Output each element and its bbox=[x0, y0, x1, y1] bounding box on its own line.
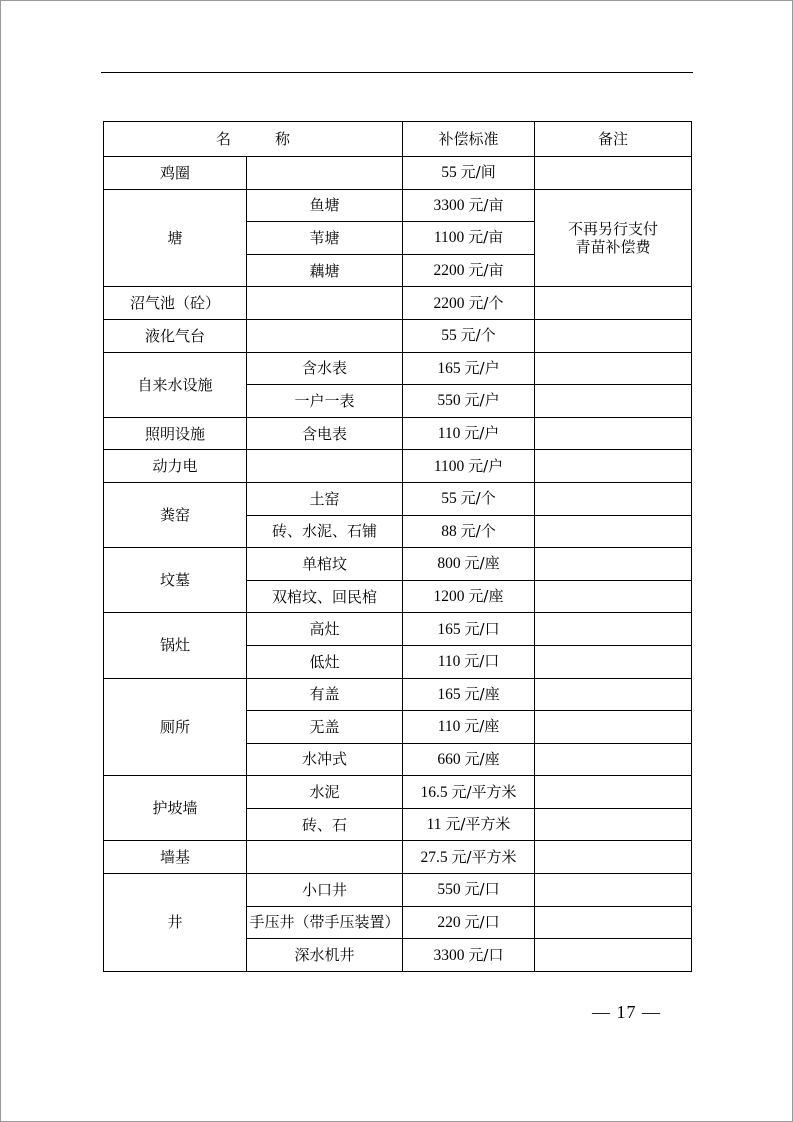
remark-cell bbox=[535, 808, 692, 841]
remark-cell bbox=[535, 352, 692, 385]
amount: 550 bbox=[437, 881, 461, 899]
remark-cell bbox=[535, 678, 692, 711]
table-row bbox=[104, 874, 692, 907]
unit: 元/平方米 bbox=[445, 815, 511, 834]
standard-cell bbox=[403, 939, 535, 972]
standard-cell bbox=[403, 222, 535, 255]
sub-item-cell bbox=[247, 319, 403, 352]
remark-cell bbox=[535, 417, 692, 450]
table-row bbox=[104, 319, 692, 352]
sub-item-cell bbox=[247, 841, 403, 874]
table-header-row bbox=[104, 122, 692, 157]
sub-item-cell bbox=[247, 450, 403, 483]
amount: 55 bbox=[441, 490, 457, 508]
category-cell: 粪窑 bbox=[104, 482, 247, 547]
category-cell: 动力电 bbox=[104, 450, 247, 483]
standard-cell bbox=[403, 319, 535, 352]
category-cell: 厕所 bbox=[104, 678, 247, 776]
unit: 元/个 bbox=[460, 326, 496, 345]
table-row bbox=[104, 678, 692, 711]
unit: 元/亩 bbox=[468, 261, 504, 280]
standard-cell bbox=[403, 515, 535, 548]
standard-cell bbox=[403, 580, 535, 613]
standard-cell bbox=[403, 678, 535, 711]
sub-item-cell: 水泥 bbox=[247, 776, 403, 809]
table-row bbox=[104, 157, 692, 190]
sub-item-cell: 手压井（带手压装置） bbox=[247, 906, 403, 939]
sub-item-cell: 含水表 bbox=[247, 352, 403, 385]
table-row bbox=[104, 613, 692, 646]
amount: 11 bbox=[426, 816, 442, 834]
sub-item-cell: 低灶 bbox=[247, 645, 403, 678]
sub-item-cell: 高灶 bbox=[247, 613, 403, 646]
sub-item-cell: 含电表 bbox=[247, 417, 403, 450]
sub-item-cell: 藕塘 bbox=[247, 254, 403, 287]
unit: 元/座 bbox=[464, 717, 500, 736]
unit: 元/亩 bbox=[468, 195, 504, 214]
standard-cell bbox=[403, 874, 535, 907]
table-row bbox=[104, 417, 692, 450]
standard-cell bbox=[403, 189, 535, 222]
remark-line: 不再另行支付 bbox=[567, 219, 658, 238]
unit: 元/户 bbox=[464, 358, 500, 377]
amount: 110 bbox=[437, 653, 461, 671]
remark-cell bbox=[535, 515, 692, 548]
sub-item-cell: 单棺坟 bbox=[247, 548, 403, 581]
unit: 元/口 bbox=[464, 652, 500, 671]
remark-cell bbox=[535, 450, 692, 483]
amount: 110 bbox=[437, 425, 461, 443]
header-standard-cell: 补偿标准 bbox=[403, 122, 535, 157]
standard-cell bbox=[403, 548, 535, 581]
standard-cell bbox=[403, 287, 535, 320]
amount: 165 bbox=[437, 620, 461, 638]
unit: 元/座 bbox=[464, 684, 500, 703]
table-row bbox=[104, 548, 692, 581]
amount: 110 bbox=[437, 718, 461, 736]
table-row bbox=[104, 841, 692, 874]
unit: 元/亩 bbox=[468, 228, 504, 247]
table-row bbox=[104, 482, 692, 515]
unit: 元/平方米 bbox=[451, 847, 517, 866]
amount: 55 bbox=[441, 327, 457, 345]
amount: 220 bbox=[437, 913, 461, 931]
remark-cell bbox=[535, 613, 692, 646]
standard-cell bbox=[403, 157, 535, 190]
amount: 2200 bbox=[433, 262, 465, 280]
standard-cell bbox=[403, 385, 535, 418]
remark-line: 青苗补偿费 bbox=[575, 237, 651, 256]
remark-cell bbox=[535, 645, 692, 678]
remark-cell bbox=[535, 906, 692, 939]
amount: 1100 bbox=[433, 229, 465, 247]
category-cell: 照明设施 bbox=[104, 417, 247, 450]
page-number-value: 17 bbox=[616, 1002, 637, 1022]
remark-cell bbox=[535, 548, 692, 581]
amount: 16.5 bbox=[420, 783, 448, 801]
unit: 元/户 bbox=[464, 391, 500, 410]
remark-cell bbox=[535, 580, 692, 613]
category-cell: 锅灶 bbox=[104, 613, 247, 678]
standard-cell bbox=[403, 906, 535, 939]
sub-item-cell: 小口井 bbox=[247, 874, 403, 907]
amount: 550 bbox=[437, 392, 461, 410]
table-row bbox=[104, 450, 692, 483]
amount: 660 bbox=[437, 750, 461, 768]
amount: 1200 bbox=[433, 588, 465, 606]
unit: 元/个 bbox=[460, 521, 496, 540]
standard-cell bbox=[403, 645, 535, 678]
standard-cell bbox=[403, 841, 535, 874]
amount: 27.5 bbox=[420, 848, 448, 866]
unit: 元/间 bbox=[460, 163, 496, 182]
amount: 165 bbox=[437, 685, 461, 703]
standard-cell bbox=[403, 743, 535, 776]
standard-cell bbox=[403, 776, 535, 809]
unit: 元/座 bbox=[464, 749, 500, 768]
remark-cell bbox=[535, 711, 692, 744]
category-cell: 沼气池（砼） bbox=[104, 287, 247, 320]
sub-item-cell: 鱼塘 bbox=[247, 189, 403, 222]
category-cell: 鸡圈 bbox=[104, 157, 247, 190]
header-rule bbox=[101, 72, 693, 73]
unit: 元/口 bbox=[464, 912, 500, 931]
standard-cell bbox=[403, 352, 535, 385]
amount: 88 bbox=[441, 522, 457, 540]
sub-item-cell: 有盖 bbox=[247, 678, 403, 711]
remark-cell bbox=[535, 874, 692, 907]
category-cell: 自来水设施 bbox=[104, 352, 247, 417]
category-cell: 坟墓 bbox=[104, 548, 247, 613]
amount: 3300 bbox=[433, 946, 465, 964]
remark-cell bbox=[535, 776, 692, 809]
category-cell: 井 bbox=[104, 874, 247, 972]
standard-cell bbox=[403, 711, 535, 744]
amount: 165 bbox=[437, 359, 461, 377]
remark-cell bbox=[535, 939, 692, 972]
unit: 元/座 bbox=[468, 587, 504, 606]
table-row bbox=[104, 776, 692, 809]
category-cell: 护坡墙 bbox=[104, 776, 247, 841]
sub-item-cell: 双棺坟、回民棺 bbox=[247, 580, 403, 613]
compensation-table bbox=[103, 121, 692, 972]
unit: 元/个 bbox=[460, 489, 496, 508]
unit: 元/座 bbox=[464, 554, 500, 573]
amount: 2200 bbox=[433, 294, 465, 312]
sub-item-cell bbox=[247, 287, 403, 320]
remark-cell bbox=[535, 189, 692, 287]
sub-item-cell: 砖、水泥、石铺 bbox=[247, 515, 403, 548]
remark-cell bbox=[535, 841, 692, 874]
category-cell: 塘 bbox=[104, 189, 247, 287]
amount: 1100 bbox=[433, 457, 465, 475]
unit: 元/户 bbox=[468, 456, 504, 475]
category-cell: 液化气台 bbox=[104, 319, 247, 352]
remark-cell bbox=[535, 319, 692, 352]
remark-cell bbox=[535, 287, 692, 320]
table-row bbox=[104, 352, 692, 385]
standard-cell bbox=[403, 808, 535, 841]
page-number: — 17 — bbox=[592, 1002, 661, 1022]
sub-item-cell: 一户一表 bbox=[247, 385, 403, 418]
table-row bbox=[104, 287, 692, 320]
unit: 元/口 bbox=[464, 880, 500, 899]
unit: 元/口 bbox=[464, 619, 500, 638]
sub-item-cell: 土窑 bbox=[247, 482, 403, 515]
remark-cell bbox=[535, 385, 692, 418]
unit: 元/个 bbox=[468, 293, 504, 312]
category-cell: 墙基 bbox=[104, 841, 247, 874]
remark-cell bbox=[535, 157, 692, 190]
unit: 元/口 bbox=[468, 945, 504, 964]
sub-item-cell: 砖、石 bbox=[247, 808, 403, 841]
sub-item-cell: 无盖 bbox=[247, 711, 403, 744]
remark-cell bbox=[535, 743, 692, 776]
unit: 元/平方米 bbox=[451, 782, 517, 801]
amount: 3300 bbox=[433, 196, 465, 214]
standard-cell bbox=[403, 450, 535, 483]
sub-item-cell: 水冲式 bbox=[247, 743, 403, 776]
standard-cell bbox=[403, 613, 535, 646]
header-name-cell bbox=[104, 122, 403, 157]
standard-cell bbox=[403, 254, 535, 287]
standard-cell bbox=[403, 482, 535, 515]
sub-item-cell: 深水机井 bbox=[247, 939, 403, 972]
sub-item-cell: 苇塘 bbox=[247, 222, 403, 255]
standard-cell bbox=[403, 417, 535, 450]
header-name-part2: 称 bbox=[275, 130, 291, 148]
unit: 元/户 bbox=[464, 424, 500, 443]
header-remark-cell: 备注 bbox=[535, 122, 692, 157]
amount: 55 bbox=[441, 164, 457, 182]
amount: 800 bbox=[437, 555, 461, 573]
remark-cell bbox=[535, 482, 692, 515]
header-name-part1: 名 bbox=[215, 130, 231, 148]
table-row bbox=[104, 189, 692, 222]
sub-item-cell bbox=[247, 157, 403, 190]
